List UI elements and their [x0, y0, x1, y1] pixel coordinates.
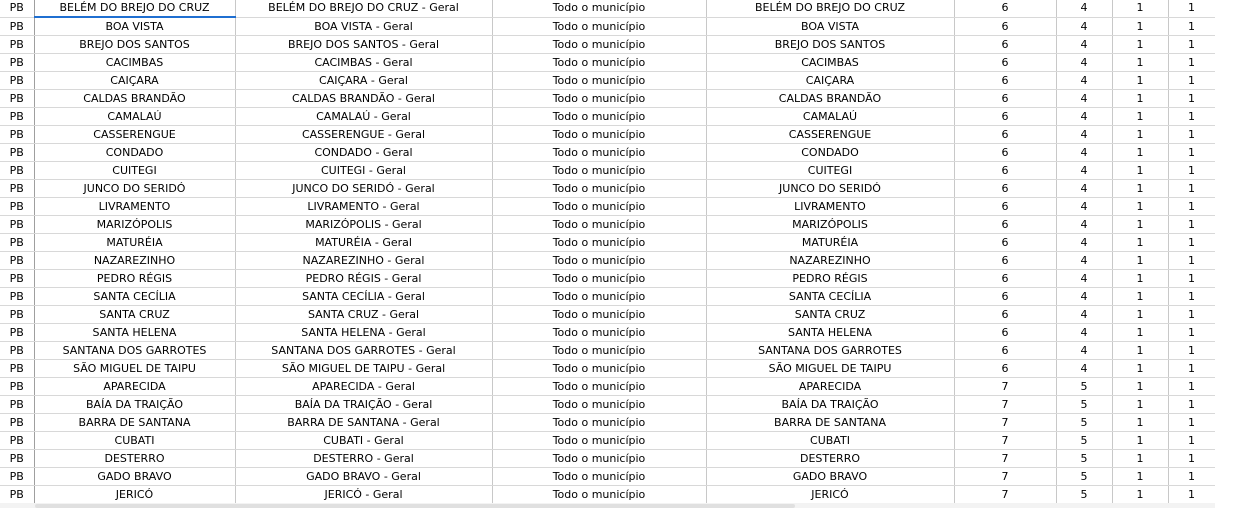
municipio-cell[interactable]: DESTERRO — [34, 450, 235, 468]
value-cell[interactable]: 1 — [1168, 198, 1215, 216]
municipio-cell[interactable]: CASSERENGUE — [34, 126, 235, 144]
value-cell[interactable]: 4 — [1056, 252, 1112, 270]
municipio-cell[interactable]: CACIMBAS — [34, 54, 235, 72]
nome-cell[interactable]: NAZAREZINHO — [706, 252, 954, 270]
table-row — [0, 450, 1215, 468]
nome-cell[interactable]: BREJO DOS SANTOS — [706, 36, 954, 54]
abrangencia-cell[interactable]: Todo o município — [492, 468, 706, 486]
table-row — [0, 108, 1215, 126]
value-cell[interactable]: 1 — [1168, 180, 1215, 198]
value-cell[interactable]: 6 — [954, 324, 1056, 342]
table-row — [0, 126, 1215, 144]
municipio-cell[interactable]: JERICÓ — [34, 486, 235, 504]
local-cell[interactable]: CAIÇARA - Geral — [235, 72, 492, 90]
value-cell[interactable]: 6 — [954, 108, 1056, 126]
value-cell[interactable]: 4 — [1056, 54, 1112, 72]
value-cell[interactable]: 1 — [1168, 144, 1215, 162]
local-cell[interactable]: SANTA CECÍLIA - Geral — [235, 288, 492, 306]
municipio-cell[interactable]: BREJO DOS SANTOS — [34, 36, 235, 54]
table-row — [0, 432, 1215, 450]
abrangencia-cell[interactable]: Todo o município — [492, 324, 706, 342]
value-cell[interactable]: 1 — [1112, 450, 1168, 468]
value-cell[interactable]: 1 — [1168, 90, 1215, 108]
abrangencia-cell[interactable]: Todo o município — [492, 17, 706, 36]
abrangencia-cell[interactable]: Todo o município — [492, 234, 706, 252]
value-cell[interactable]: 1 — [1112, 72, 1168, 90]
abrangencia-cell[interactable]: Todo o município — [492, 198, 706, 216]
value-cell[interactable]: 5 — [1056, 414, 1112, 432]
value-cell[interactable]: 6 — [954, 0, 1056, 17]
nome-cell[interactable]: CALDAS BRANDÃO — [706, 90, 954, 108]
value-cell[interactable]: 1 — [1168, 468, 1215, 486]
value-cell[interactable]: 4 — [1056, 36, 1112, 54]
value-cell[interactable]: 1 — [1168, 288, 1215, 306]
value-cell[interactable]: 6 — [954, 342, 1056, 360]
abrangencia-cell[interactable]: Todo o município — [492, 54, 706, 72]
municipio-cell[interactable]: MATURÉIA — [34, 234, 235, 252]
abrangencia-cell[interactable]: Todo o município — [492, 396, 706, 414]
abrangencia-cell[interactable]: Todo o município — [492, 180, 706, 198]
value-cell[interactable]: 4 — [1056, 17, 1112, 36]
value-cell[interactable]: 4 — [1056, 342, 1112, 360]
horizontal-scrollbar-thumb[interactable] — [35, 504, 795, 508]
table-row — [0, 270, 1215, 288]
local-cell[interactable]: MARIZÓPOLIS - Geral — [235, 216, 492, 234]
value-cell[interactable]: 6 — [954, 126, 1056, 144]
uf-cell[interactable]: PB — [0, 432, 34, 450]
uf-cell[interactable]: PB — [0, 234, 34, 252]
value-cell[interactable]: 1 — [1168, 126, 1215, 144]
value-cell[interactable]: 4 — [1056, 198, 1112, 216]
uf-cell[interactable]: PB — [0, 360, 34, 378]
municipio-cell[interactable]: PEDRO RÉGIS — [34, 270, 235, 288]
table-row — [0, 0, 1215, 17]
local-cell[interactable]: CUITEGI - Geral — [235, 162, 492, 180]
value-cell[interactable]: 1 — [1168, 108, 1215, 126]
table-row — [0, 198, 1215, 216]
table-row — [0, 216, 1215, 234]
nome-cell[interactable]: SANTA HELENA — [706, 324, 954, 342]
value-cell[interactable]: 4 — [1056, 216, 1112, 234]
value-cell[interactable]: 1 — [1168, 342, 1215, 360]
value-cell[interactable]: 1 — [1112, 54, 1168, 72]
uf-cell[interactable]: PB — [0, 450, 34, 468]
municipio-cell[interactable]: JUNCO DO SERIDÓ — [34, 180, 235, 198]
uf-cell[interactable]: PB — [0, 378, 34, 396]
value-cell[interactable]: 4 — [1056, 234, 1112, 252]
abrangencia-cell[interactable]: Todo o município — [492, 216, 706, 234]
abrangencia-cell[interactable]: Todo o município — [492, 126, 706, 144]
nome-cell[interactable]: GADO BRAVO — [706, 468, 954, 486]
uf-cell[interactable]: PB — [0, 144, 34, 162]
value-cell[interactable]: 1 — [1112, 360, 1168, 378]
local-cell[interactable]: CALDAS BRANDÃO - Geral — [235, 90, 492, 108]
uf-cell[interactable]: PB — [0, 36, 34, 54]
value-cell[interactable]: 1 — [1112, 108, 1168, 126]
value-cell[interactable]: 1 — [1168, 216, 1215, 234]
table-row — [0, 36, 1215, 54]
uf-cell[interactable]: PB — [0, 342, 34, 360]
uf-cell[interactable]: PB — [0, 396, 34, 414]
value-cell[interactable]: 1 — [1112, 486, 1168, 504]
value-cell[interactable]: 4 — [1056, 180, 1112, 198]
uf-cell[interactable]: PB — [0, 17, 34, 36]
abrangencia-cell[interactable]: Todo o município — [492, 342, 706, 360]
value-cell[interactable]: 6 — [954, 17, 1056, 36]
abrangencia-cell[interactable]: Todo o município — [492, 486, 706, 504]
value-cell[interactable]: 4 — [1056, 0, 1112, 17]
table-row — [0, 144, 1215, 162]
value-cell[interactable]: 1 — [1112, 288, 1168, 306]
value-cell[interactable]: 6 — [954, 198, 1056, 216]
value-cell[interactable]: 5 — [1056, 396, 1112, 414]
empty-region — [1215, 0, 1240, 508]
value-cell[interactable]: 4 — [1056, 72, 1112, 90]
value-cell[interactable]: 1 — [1168, 162, 1215, 180]
uf-cell[interactable]: PB — [0, 252, 34, 270]
value-cell[interactable]: 1 — [1168, 54, 1215, 72]
local-cell[interactable]: GADO BRAVO - Geral — [235, 468, 492, 486]
value-cell[interactable]: 7 — [954, 414, 1056, 432]
value-cell[interactable]: 1 — [1112, 414, 1168, 432]
nome-cell[interactable]: MARIZÓPOLIS — [706, 216, 954, 234]
abrangencia-cell[interactable]: Todo o município — [492, 72, 706, 90]
table-row — [0, 342, 1215, 360]
value-cell[interactable]: 4 — [1056, 126, 1112, 144]
municipio-cell[interactable]: APARECIDA — [34, 378, 235, 396]
local-cell[interactable]: CACIMBAS - Geral — [235, 54, 492, 72]
local-cell[interactable]: SÃO MIGUEL DE TAIPU - Geral — [235, 360, 492, 378]
uf-cell[interactable]: PB — [0, 162, 34, 180]
municipio-cell[interactable]: SANTANA DOS GARROTES — [34, 342, 235, 360]
local-cell[interactable]: SANTA CRUZ - Geral — [235, 306, 492, 324]
value-cell[interactable]: 4 — [1056, 144, 1112, 162]
value-cell[interactable]: 4 — [1056, 270, 1112, 288]
table-row — [0, 90, 1215, 108]
value-cell[interactable]: 1 — [1168, 450, 1215, 468]
local-cell[interactable]: BREJO DOS SANTOS - Geral — [235, 36, 492, 54]
value-cell[interactable]: 6 — [954, 180, 1056, 198]
nome-cell[interactable]: DESTERRO — [706, 450, 954, 468]
value-cell[interactable]: 6 — [954, 234, 1056, 252]
local-cell[interactable]: SANTA HELENA - Geral — [235, 324, 492, 342]
value-cell[interactable]: 7 — [954, 450, 1056, 468]
local-cell[interactable]: JUNCO DO SERIDÓ - Geral — [235, 180, 492, 198]
municipio-cell[interactable]: SANTA CRUZ — [34, 306, 235, 324]
uf-cell[interactable]: PB — [0, 108, 34, 126]
nome-cell[interactable]: CUITEGI — [706, 162, 954, 180]
municipio-cell[interactable]: CONDADO — [34, 144, 235, 162]
value-cell[interactable]: 1 — [1112, 378, 1168, 396]
local-cell[interactable]: CUBATI - Geral — [235, 432, 492, 450]
uf-cell[interactable]: PB — [0, 414, 34, 432]
value-cell[interactable]: 6 — [954, 36, 1056, 54]
value-cell[interactable]: 1 — [1112, 36, 1168, 54]
abrangencia-cell[interactable]: Todo o município — [492, 90, 706, 108]
table-row — [0, 414, 1215, 432]
value-cell[interactable]: 6 — [954, 54, 1056, 72]
value-cell[interactable]: 6 — [954, 216, 1056, 234]
local-cell[interactable]: MATURÉIA - Geral — [235, 234, 492, 252]
uf-cell[interactable]: PB — [0, 468, 34, 486]
value-cell[interactable]: 1 — [1168, 396, 1215, 414]
table-row — [0, 306, 1215, 324]
value-cell[interactable]: 1 — [1112, 234, 1168, 252]
abrangencia-cell[interactable]: Todo o município — [492, 108, 706, 126]
nome-cell[interactable]: CASSERENGUE — [706, 126, 954, 144]
value-cell[interactable]: 1 — [1112, 198, 1168, 216]
value-cell[interactable]: 5 — [1056, 432, 1112, 450]
value-cell[interactable]: 1 — [1112, 216, 1168, 234]
table-row — [0, 72, 1215, 90]
value-cell[interactable]: 5 — [1056, 378, 1112, 396]
table-row — [0, 162, 1215, 180]
municipio-cell[interactable]: SÃO MIGUEL DE TAIPU — [34, 360, 235, 378]
abrangencia-cell[interactable]: Todo o município — [492, 252, 706, 270]
abrangencia-cell[interactable]: Todo o município — [492, 0, 706, 17]
municipio-cell[interactable]: CUBATI — [34, 432, 235, 450]
value-cell[interactable]: 6 — [954, 144, 1056, 162]
nome-cell[interactable]: SANTA CRUZ — [706, 306, 954, 324]
local-cell[interactable]: CAMALAÚ - Geral — [235, 108, 492, 126]
value-cell[interactable]: 1 — [1112, 126, 1168, 144]
local-cell[interactable]: PEDRO RÉGIS - Geral — [235, 270, 492, 288]
value-cell[interactable]: 4 — [1056, 288, 1112, 306]
value-cell[interactable]: 1 — [1112, 270, 1168, 288]
value-cell[interactable]: 7 — [954, 486, 1056, 504]
nome-cell[interactable]: JERICÓ — [706, 486, 954, 504]
table-row — [0, 486, 1215, 504]
uf-cell[interactable]: PB — [0, 486, 34, 504]
table-row — [0, 288, 1215, 306]
value-cell[interactable]: 1 — [1168, 486, 1215, 504]
nome-cell[interactable]: SANTANA DOS GARROTES — [706, 342, 954, 360]
table-row — [0, 252, 1215, 270]
municipio-cell[interactable]: CALDAS BRANDÃO — [34, 90, 235, 108]
table-row — [0, 324, 1215, 342]
value-cell[interactable]: 1 — [1168, 360, 1215, 378]
value-cell[interactable]: 1 — [1112, 17, 1168, 36]
uf-cell[interactable]: PB — [0, 180, 34, 198]
value-cell[interactable]: 1 — [1168, 72, 1215, 90]
nome-cell[interactable]: CUBATI — [706, 432, 954, 450]
nome-cell[interactable]: MATURÉIA — [706, 234, 954, 252]
value-cell[interactable]: 1 — [1112, 306, 1168, 324]
value-cell[interactable]: 1 — [1112, 468, 1168, 486]
municipio-cell[interactable]: BARRA DE SANTANA — [34, 414, 235, 432]
value-cell[interactable]: 5 — [1056, 486, 1112, 504]
local-cell[interactable]: BARRA DE SANTANA - Geral — [235, 414, 492, 432]
municipio-cell[interactable]: SANTA CECÍLIA — [34, 288, 235, 306]
local-cell[interactable]: CONDADO - Geral — [235, 144, 492, 162]
value-cell[interactable]: 1 — [1112, 342, 1168, 360]
value-cell[interactable]: 7 — [954, 468, 1056, 486]
nome-cell[interactable]: BOA VISTA — [706, 17, 954, 36]
municipio-cell[interactable]: BELÉM DO BREJO DO CRUZ — [34, 0, 235, 17]
nome-cell[interactable]: CAIÇARA — [706, 72, 954, 90]
abrangencia-cell[interactable]: Todo o município — [492, 414, 706, 432]
value-cell[interactable]: 1 — [1168, 378, 1215, 396]
nome-cell[interactable]: CAMALAÚ — [706, 108, 954, 126]
value-cell[interactable]: 1 — [1112, 180, 1168, 198]
municipio-cell[interactable]: CUITEGI — [34, 162, 235, 180]
value-cell[interactable]: 1 — [1168, 36, 1215, 54]
value-cell[interactable]: 4 — [1056, 108, 1112, 126]
value-cell[interactable]: 1 — [1168, 414, 1215, 432]
municipio-cell[interactable]: SANTA HELENA — [34, 324, 235, 342]
value-cell[interactable]: 5 — [1056, 468, 1112, 486]
value-cell[interactable]: 6 — [954, 306, 1056, 324]
uf-cell[interactable]: PB — [0, 306, 34, 324]
abrangencia-cell[interactable]: Todo o município — [492, 432, 706, 450]
municipio-cell[interactable]: MARIZÓPOLIS — [34, 216, 235, 234]
uf-cell[interactable]: PB — [0, 198, 34, 216]
local-cell[interactable]: NAZAREZINHO - Geral — [235, 252, 492, 270]
local-cell[interactable]: JERICÓ - Geral — [235, 486, 492, 504]
value-cell[interactable]: 6 — [954, 270, 1056, 288]
uf-cell[interactable]: PB — [0, 270, 34, 288]
table-row — [0, 17, 1215, 36]
value-cell[interactable]: 1 — [1168, 306, 1215, 324]
value-cell[interactable]: 6 — [954, 72, 1056, 90]
municipio-cell[interactable]: BOA VISTA — [34, 17, 235, 36]
nome-cell[interactable]: BARRA DE SANTANA — [706, 414, 954, 432]
value-cell[interactable]: 1 — [1112, 252, 1168, 270]
table-row — [0, 180, 1215, 198]
uf-cell[interactable]: PB — [0, 54, 34, 72]
local-cell[interactable]: BOA VISTA - Geral — [235, 17, 492, 36]
local-cell[interactable]: BAÍA DA TRAIÇÃO - Geral — [235, 396, 492, 414]
uf-cell[interactable]: PB — [0, 288, 34, 306]
uf-cell[interactable]: PB — [0, 216, 34, 234]
value-cell[interactable]: 6 — [954, 162, 1056, 180]
abrangencia-cell[interactable]: Todo o município — [492, 360, 706, 378]
abrangencia-cell[interactable]: Todo o município — [492, 162, 706, 180]
abrangencia-cell[interactable]: Todo o município — [492, 306, 706, 324]
municipio-cell[interactable]: BAÍA DA TRAIÇÃO — [34, 396, 235, 414]
local-cell[interactable]: SANTANA DOS GARROTES - Geral — [235, 342, 492, 360]
nome-cell[interactable]: CONDADO — [706, 144, 954, 162]
local-cell[interactable]: APARECIDA - Geral — [235, 378, 492, 396]
abrangencia-cell[interactable]: Todo o município — [492, 378, 706, 396]
nome-cell[interactable]: CACIMBAS — [706, 54, 954, 72]
nome-cell[interactable]: BAÍA DA TRAIÇÃO — [706, 396, 954, 414]
local-cell[interactable]: LIVRAMENTO - Geral — [235, 198, 492, 216]
table-row — [0, 54, 1215, 72]
nome-cell[interactable]: SANTA CECÍLIA — [706, 288, 954, 306]
nome-cell[interactable]: PEDRO RÉGIS — [706, 270, 954, 288]
abrangencia-cell[interactable]: Todo o município — [492, 270, 706, 288]
nome-cell[interactable]: LIVRAMENTO — [706, 198, 954, 216]
value-cell[interactable]: 1 — [1168, 432, 1215, 450]
value-cell[interactable]: 6 — [954, 360, 1056, 378]
value-cell[interactable]: 4 — [1056, 162, 1112, 180]
value-cell[interactable]: 1 — [1168, 17, 1215, 36]
value-cell[interactable]: 1 — [1168, 0, 1215, 17]
nome-cell[interactable]: BELÉM DO BREJO DO CRUZ — [706, 0, 954, 17]
local-cell[interactable]: DESTERRO - Geral — [235, 450, 492, 468]
value-cell[interactable]: 7 — [954, 396, 1056, 414]
value-cell[interactable]: 6 — [954, 90, 1056, 108]
table-row — [0, 234, 1215, 252]
value-cell[interactable]: 4 — [1056, 360, 1112, 378]
value-cell[interactable]: 1 — [1112, 144, 1168, 162]
table-row — [0, 378, 1215, 396]
nome-cell[interactable]: APARECIDA — [706, 378, 954, 396]
local-cell[interactable]: BELÉM DO BREJO DO CRUZ - Geral — [235, 0, 492, 17]
value-cell[interactable]: 1 — [1168, 270, 1215, 288]
abrangencia-cell[interactable]: Todo o município — [492, 450, 706, 468]
value-cell[interactable]: 4 — [1056, 306, 1112, 324]
value-cell[interactable]: 1 — [1112, 162, 1168, 180]
nome-cell[interactable]: JUNCO DO SERIDÓ — [706, 180, 954, 198]
table-row — [0, 360, 1215, 378]
value-cell[interactable]: 1 — [1112, 324, 1168, 342]
value-cell[interactable]: 1 — [1112, 396, 1168, 414]
value-cell[interactable]: 7 — [954, 378, 1056, 396]
value-cell[interactable]: 7 — [954, 432, 1056, 450]
abrangencia-cell[interactable]: Todo o município — [492, 288, 706, 306]
municipio-cell[interactable]: GADO BRAVO — [34, 468, 235, 486]
value-cell[interactable]: 5 — [1056, 450, 1112, 468]
value-cell[interactable]: 4 — [1056, 90, 1112, 108]
value-cell[interactable]: 1 — [1112, 90, 1168, 108]
municipio-cell[interactable]: CAIÇARA — [34, 72, 235, 90]
abrangencia-cell[interactable]: Todo o município — [492, 144, 706, 162]
value-cell[interactable]: 1 — [1168, 252, 1215, 270]
uf-cell[interactable]: PB — [0, 72, 34, 90]
uf-cell[interactable]: PB — [0, 90, 34, 108]
value-cell[interactable]: 1 — [1168, 234, 1215, 252]
table-row — [0, 396, 1215, 414]
abrangencia-cell[interactable]: Todo o município — [492, 36, 706, 54]
municipio-cell[interactable]: NAZAREZINHO — [34, 252, 235, 270]
value-cell[interactable]: 1 — [1168, 324, 1215, 342]
uf-cell[interactable]: PB — [0, 324, 34, 342]
table-row — [0, 468, 1215, 486]
uf-cell[interactable]: PB — [0, 126, 34, 144]
value-cell[interactable]: 1 — [1112, 0, 1168, 17]
municipio-cell[interactable]: LIVRAMENTO — [34, 198, 235, 216]
nome-cell[interactable]: SÃO MIGUEL DE TAIPU — [706, 360, 954, 378]
value-cell[interactable]: 6 — [954, 288, 1056, 306]
value-cell[interactable]: 4 — [1056, 324, 1112, 342]
uf-cell[interactable]: PB — [0, 0, 34, 17]
municipio-cell[interactable]: CAMALAÚ — [34, 108, 235, 126]
local-cell[interactable]: CASSERENGUE - Geral — [235, 126, 492, 144]
value-cell[interactable]: 6 — [954, 252, 1056, 270]
value-cell[interactable]: 1 — [1112, 432, 1168, 450]
